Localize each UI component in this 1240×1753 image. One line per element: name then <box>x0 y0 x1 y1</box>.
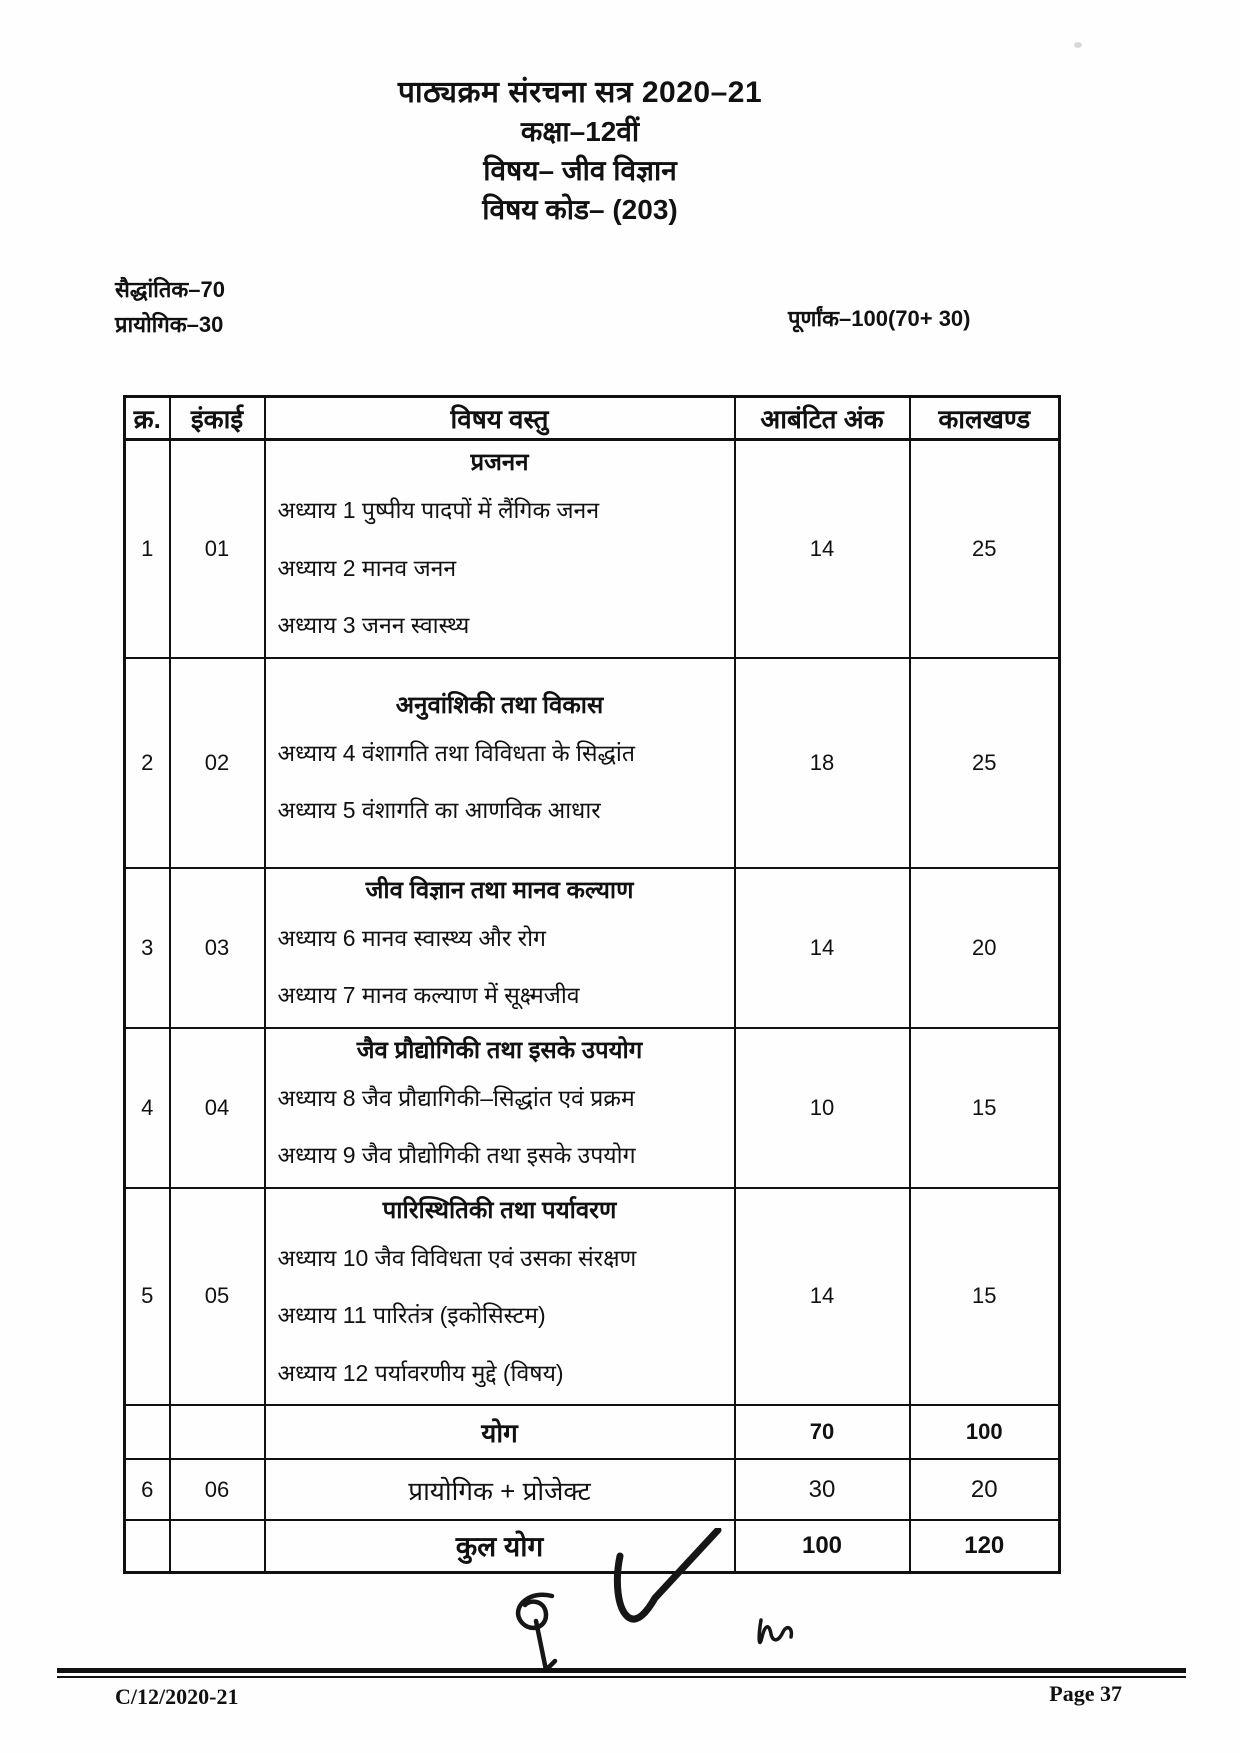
chapter-line: अध्याय 1 पुष्पीय पादपों में लैंगिक जनन <box>277 497 600 523</box>
unit-title: जीव विज्ञान तथा मानव कल्याण <box>365 876 634 904</box>
table-row-unit-2 <box>125 658 1060 868</box>
periods-cell: 25 <box>910 658 1060 868</box>
unit-cell: 06 <box>170 1459 265 1520</box>
serial-cell: 5 <box>125 1188 170 1406</box>
chapter-line: अध्याय 10 जैव विविधता एवं उसका संरक्षण <box>277 1244 637 1271</box>
title-subject: विषय– जीव विज्ञान <box>483 155 677 187</box>
unit-cell: 04 <box>170 1028 265 1188</box>
topic-cell <box>265 1028 735 1188</box>
chapter-line: अध्याय 7 मानव कल्याण में सूक्ष्मजीव <box>277 982 580 1008</box>
syllabus-table <box>123 395 1061 1574</box>
chapter-line: अध्याय 12 पर्यावरणीय मुद्दे (विषय) <box>277 1359 564 1386</box>
marks-cell: 100 <box>735 1520 910 1573</box>
topic-cell <box>265 868 735 1028</box>
chapter-line: अध्याय 8 जैव प्रौद्यागिकी–सिद्धांत एवं प्रक्रम <box>277 1084 635 1111</box>
unit-cell: 02 <box>170 658 265 868</box>
table-row-unit-3 <box>125 868 1060 1028</box>
footer-divider <box>57 1668 1186 1673</box>
marks-cell: 14 <box>735 440 910 658</box>
practical-marks: प्रायोगिक–30 <box>115 312 224 338</box>
header-marks: आबंटित अंक <box>735 397 910 440</box>
serial-cell: 4 <box>125 1028 170 1188</box>
chapter-line: अध्याय 2 मानव जनन <box>277 554 457 581</box>
marks-cell: 10 <box>735 1028 910 1188</box>
marks-cell: 14 <box>735 868 910 1028</box>
periods-cell: 120 <box>910 1520 1060 1573</box>
header-serial: क्र. <box>125 397 170 440</box>
scan-artifact <box>1074 42 1082 48</box>
document-title-block <box>240 72 920 229</box>
signature <box>470 1528 830 1683</box>
unit-title: जैव प्रौद्योगिकी तथा इसके उपयोग <box>356 1036 643 1064</box>
title-session: पाठ्यक्रम संरचना सत्र 2020–21 <box>397 76 763 109</box>
practical-label: प्रायोगिक + प्रोजेक्ट <box>408 1475 591 1506</box>
marks-cell: 70 <box>735 1405 910 1459</box>
chapter-line: अध्याय 6 मानव स्वास्थ्य और रोग <box>277 924 547 951</box>
serial-cell: 1 <box>125 440 170 658</box>
periods-cell: 15 <box>910 1188 1060 1406</box>
table-row-total <box>125 1405 1060 1459</box>
periods-cell: 20 <box>910 1459 1060 1520</box>
topic-cell <box>265 658 735 868</box>
periods-cell: 100 <box>910 1405 1060 1459</box>
marks-cell: 30 <box>735 1459 910 1520</box>
chapter-line: अध्याय 4 वंशागति तथा विविधता के सिद्धांत <box>277 739 635 766</box>
serial-cell <box>125 1520 170 1573</box>
periods-cell: 25 <box>910 440 1060 658</box>
unit-title: अनुवांशिकी तथा विकास <box>395 691 604 719</box>
title-subject-code: विषय कोड– (203) <box>482 193 678 225</box>
table-row-unit-5 <box>125 1188 1060 1406</box>
topic-cell <box>265 1188 735 1406</box>
unit-cell: 05 <box>170 1188 265 1406</box>
header-topic: विषय वस्तु <box>265 397 735 440</box>
marks-cell: 14 <box>735 1188 910 1406</box>
chapter-line: अध्याय 9 जैव प्रौद्योगिकी तथा इसके उपयोग <box>277 1142 636 1168</box>
chapter-line: अध्याय 3 जनन स्वास्थ्य <box>277 612 470 638</box>
unit-cell <box>170 1405 265 1459</box>
grand-total-label: कुल योग <box>455 1531 544 1562</box>
total-marks: पूर्णांक–100(70+ 30) <box>788 306 971 331</box>
header-periods: कालखण्ड <box>910 397 1060 440</box>
table-row-unit-6 <box>125 1459 1060 1520</box>
footer-doc-code: C/12/2020-21 <box>115 1684 239 1709</box>
footer-page-number: Page 37 <box>1049 1681 1122 1706</box>
periods-cell: 15 <box>910 1028 1060 1188</box>
topic-cell <box>265 1405 735 1459</box>
serial-cell: 3 <box>125 868 170 1028</box>
table-header-row <box>125 397 1060 440</box>
total-label: योग <box>481 1418 518 1448</box>
periods-cell: 20 <box>910 868 1060 1028</box>
unit-cell: 01 <box>170 440 265 658</box>
serial-cell <box>125 1405 170 1459</box>
serial-cell: 6 <box>125 1459 170 1520</box>
table-row-unit-1 <box>125 440 1060 658</box>
title-class: कक्षा–12वीं <box>520 116 640 148</box>
unit-title: पारिस्थितिकी तथा पर्यावरण <box>382 1196 617 1224</box>
theory-marks: सैद्धांतिक–70 <box>115 277 225 302</box>
chapter-line: अध्याय 5 वंशागति का आणविक आधार <box>277 797 601 823</box>
serial-cell: 2 <box>125 658 170 868</box>
unit-cell: 03 <box>170 868 265 1028</box>
header-unit: इंकाई <box>170 397 265 440</box>
unit-cell <box>170 1520 265 1573</box>
topic-cell <box>265 440 735 658</box>
footer-divider-thin <box>57 1676 1186 1678</box>
marks-cell: 18 <box>735 658 910 868</box>
unit-title: प्रजनन <box>470 449 529 476</box>
marks-info-left <box>115 272 225 342</box>
table-row-unit-4 <box>125 1028 1060 1188</box>
topic-cell <box>265 1459 735 1520</box>
chapter-line: अध्याय 11 पारितंत्र (इकोसिस्टम) <box>277 1302 546 1328</box>
